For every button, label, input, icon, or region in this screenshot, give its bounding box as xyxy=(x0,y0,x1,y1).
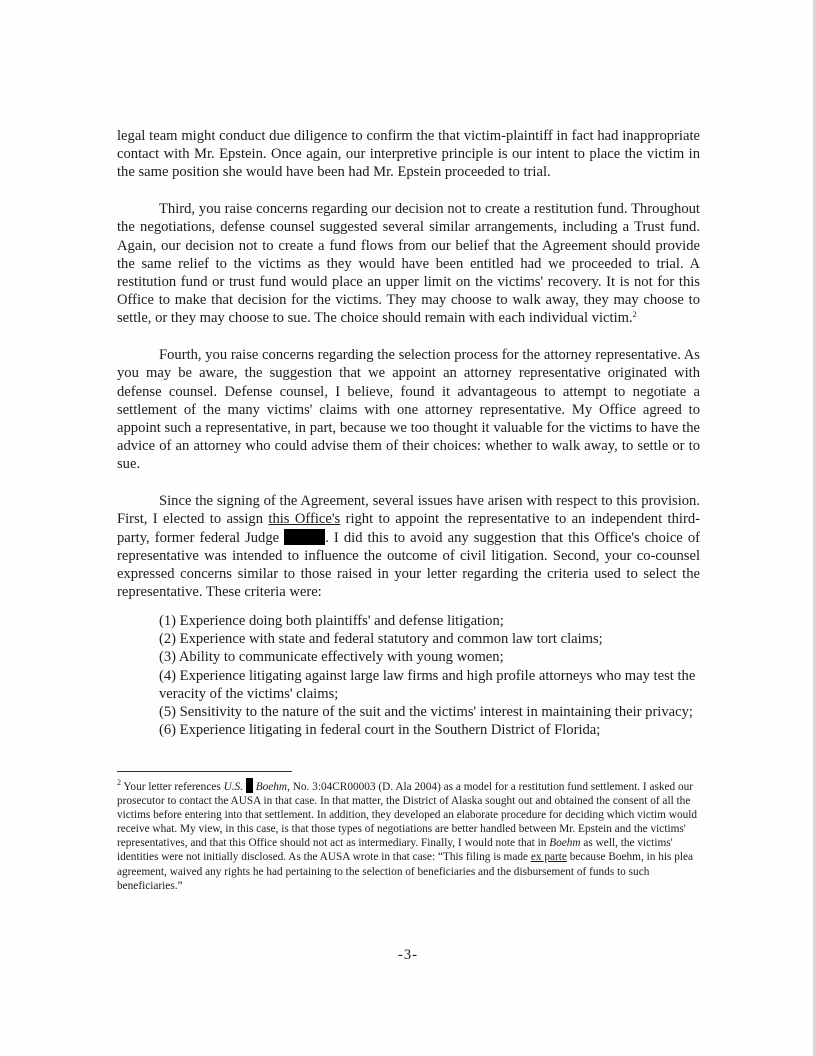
criteria-item: (2) Experience with state and federal statutory and common law tort claims; xyxy=(159,631,603,648)
page-number: -3- xyxy=(397,947,419,963)
underlined-text: this Office's xyxy=(268,511,341,528)
paragraph-1: legal team might conduct due diligence to confirm the that victim-plaintiff in fact had inappropriate contact with Mr. Epstein. Once again, our interpretive principle is our intent to place the victim in the same position she would have been had Mr. Epstein proceeded to trial. xyxy=(117,128,700,181)
paragraph-attorney-representative: Fourth, you raise concerns regarding the selection process for the attorney representative. As you may be aware, the suggestion that we appoint an attorney representative originated with defense counsel. Defense counsel, I believe, found it advantageous to attempt to negotiate a settlement of the many victims' claims with one attorney representative. My Office agreed to appoint such a representative, in part, because we too thought it valuable for the victims to have the advice of an attorney who could advise them of their choices: whether to walk away, to settle or to sue. xyxy=(117,347,700,473)
criteria-item: (1) Experience doing both plaintiffs' and defense litigation; xyxy=(159,613,504,630)
redaction-box xyxy=(284,529,325,545)
paragraph-restitution-fund: Third, you raise concerns regarding our decision not to create a restitution fund. Throughout the negotiations, defense counsel suggested several similar arrangements, including a Trust fund. Again, our decision not to create a fund flows from our belief that the Agreement should provide the same relief to the victims as they would have been entitled had we proceeded to trial. A restitution fund or trust fund would place an upper limit on the victims' recovery. It is not for this Office to make that decision for the victims. They may choose to walk away, they may choose to settle, or they may choose to sue. The choice should remain with each individual victim.$^2$ xyxy=(117,201,700,327)
footnote-ref-2: 2 xyxy=(632,310,637,320)
criteria-item: (4) Experience litigating against large law firms and high profile attorneys who may test the veracity of the victims' claims; xyxy=(159,667,696,702)
redaction-box xyxy=(246,778,253,793)
footnote-number: 2 xyxy=(117,778,121,787)
criteria-list xyxy=(159,612,700,739)
criteria-item: (5) Sensitivity to the nature of the suit and the victims' interest in maintaining their privacy; xyxy=(159,704,693,721)
criteria-item: (3) Ability to communicate effectively with young women; xyxy=(159,649,504,666)
footnote-rule xyxy=(117,771,292,772)
letter-body xyxy=(117,127,700,739)
footnote-2 xyxy=(117,778,700,893)
criteria-item: (6) Experience litigating in federal court in the Southern District of Florida; xyxy=(159,722,601,739)
footnote-text: $^2$ Your letter references U.S. Boehm, No. 3:04CR00003 (D. Ala 2004) as a model for a restitution fund settlement. I asked our prosecutor to contact the AUSA in that case. In that matter, the District of Alaska sought out and obtained the consent of all the victims before entering into that settlement. In addition, they developed an elaborate procedure for deciding which victim would receive what. My view, in this case, is that those types of negotiations are better handled between Mr. Epstein and the victims' representatives, and that this Office should not act as intermediary. Finally, I would note that in Boehm as well, the victims' identities were not initially disclosed. As the AUSA wrote in that case: “This filing is made ex parte because Boehm, in his plea agreement, waived any rights he had pertaining to the selection of beneficiaries and the disbursement of funds to such beneficiaries.” xyxy=(117,778,698,892)
paragraph-agreement-issues: Since the signing of the Agreement, several issues have arisen with respect to this provision. First, I elected to assign this Office's right to appoint the representative to an independent third-party, former federal Judge . I did this to avoid any suggestion that this Office's choice of representative was intended to influence the outcome of civil litigation. Second, your co-counsel expressed concerns similar to those raised in your letter regarding the criteria used to select the representative. These criteria were: xyxy=(117,493,700,601)
